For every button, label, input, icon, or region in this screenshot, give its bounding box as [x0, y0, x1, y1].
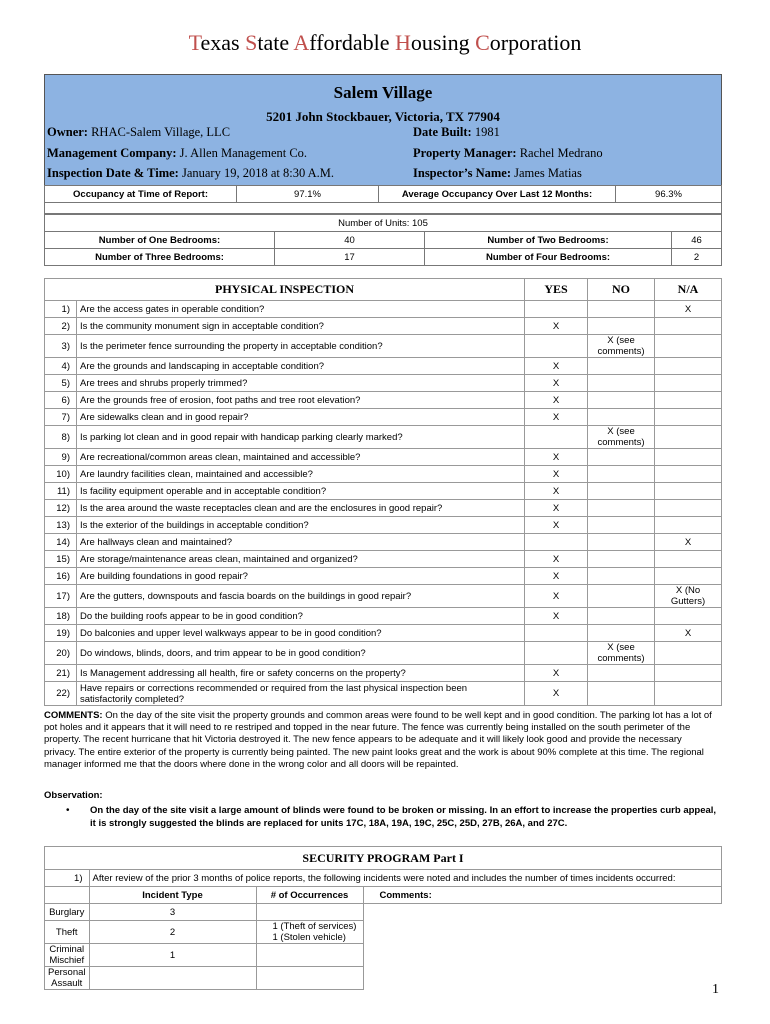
management-label: Management Company: — [47, 146, 177, 160]
four-bed-value: 2 — [672, 249, 722, 266]
inspector-value: James Matias — [514, 166, 582, 180]
physical-rows — [45, 301, 722, 706]
document-title — [0, 30, 770, 56]
row-na — [655, 568, 722, 585]
property-name: Salem Village — [333, 83, 433, 102]
page-number: 1 — [712, 982, 719, 997]
row-no: X (see comments) — [588, 426, 655, 449]
units-table — [44, 214, 722, 266]
row-number: 8) — [45, 426, 77, 449]
row-number: 4) — [45, 358, 77, 375]
management-value: J. Allen Management Co. — [179, 146, 308, 160]
incident-row — [45, 921, 722, 944]
row-number: 10) — [45, 466, 77, 483]
row-no: X (see comments) — [588, 335, 655, 358]
row-na — [655, 375, 722, 392]
row-number: 21) — [45, 665, 77, 682]
one-bed-value: 40 — [275, 232, 425, 249]
inspection-row — [45, 409, 722, 426]
incident-comment — [256, 944, 363, 967]
title-rest-3: ffordable — [309, 30, 395, 55]
row-number: 9) — [45, 449, 77, 466]
inspection-row — [45, 665, 722, 682]
title-cap-4: H — [395, 30, 411, 55]
inspection-row — [45, 301, 722, 318]
row-number: 7) — [45, 409, 77, 426]
col-no: NO — [588, 279, 655, 301]
row-question: Do windows, blinds, doors, and trim appear to be in good condition? — [77, 642, 525, 665]
title-cap-2: S — [245, 30, 258, 55]
three-bed-value: 17 — [275, 249, 425, 266]
row-number: 1) — [45, 301, 77, 318]
inspection-row — [45, 500, 722, 517]
row-no — [588, 500, 655, 517]
row-yes: X — [525, 449, 588, 466]
row-no — [588, 392, 655, 409]
row-na — [655, 665, 722, 682]
inspection-row — [45, 483, 722, 500]
row-no — [588, 568, 655, 585]
row-question: Are the grounds and landscaping in acceptable condition? — [77, 358, 525, 375]
occupancy-table — [44, 185, 722, 214]
row-no — [588, 585, 655, 608]
row-question: Are storage/maintenance areas clean, maintained and organized? — [77, 551, 525, 568]
row-no — [588, 551, 655, 568]
row-number: 15) — [45, 551, 77, 568]
row-question: Do balconies and upper level walkways appear to be in good condition? — [77, 625, 525, 642]
row-yes: X — [525, 500, 588, 517]
row-na — [655, 449, 722, 466]
row-no — [588, 358, 655, 375]
row-question: Do the building roofs appear to be in good condition? — [77, 608, 525, 625]
observation-item: On the day of the site visit a large amount of blinds were found to be broken or missing. In an effort to increase the properties curb appeal, it is strongly suggested the blinds are replaced for units 17C, 18A, 19A, 19C, 25C, 25D, 27B, 26A, and 27C. — [90, 805, 717, 829]
row-na — [655, 466, 722, 483]
row-na — [655, 426, 722, 449]
two-bed-value: 46 — [672, 232, 722, 249]
title-rest-4: ousing — [410, 30, 476, 55]
incident-type: Theft — [45, 921, 90, 944]
inspection-row — [45, 358, 722, 375]
row-yes: X — [525, 409, 588, 426]
row-yes — [525, 335, 588, 358]
row-na — [655, 409, 722, 426]
row-number: 2) — [45, 318, 77, 335]
row-number: 3) — [45, 335, 77, 358]
row-no: X (see comments) — [588, 642, 655, 665]
inspection-row — [45, 642, 722, 665]
row-no — [588, 625, 655, 642]
incident-type: Burglary — [45, 904, 90, 921]
property-manager-label: Property Manager: — [413, 146, 517, 160]
row-yes — [525, 642, 588, 665]
one-bed-label: Number of One Bedrooms: — [45, 232, 275, 249]
observation-label: Observation: — [44, 790, 103, 801]
incident-row — [45, 944, 722, 967]
security-intro: After review of the prior 3 months of police reports, the following incidents were noted and includes the number of times incidents occurred: — [89, 870, 722, 887]
incident-count: 2 — [89, 921, 256, 944]
row-na — [655, 483, 722, 500]
col-yes: YES — [525, 279, 588, 301]
inspection-row — [45, 682, 722, 706]
security-table — [44, 846, 722, 990]
inspection-row — [45, 551, 722, 568]
row-na — [655, 642, 722, 665]
incident-count — [89, 967, 256, 990]
security-indent — [45, 887, 90, 904]
row-yes: X — [525, 392, 588, 409]
row-yes: X — [525, 318, 588, 335]
row-question: Are trees and shrubs properly trimmed? — [77, 375, 525, 392]
physical-heading: PHYSICAL INSPECTION — [45, 279, 525, 301]
row-yes: X — [525, 608, 588, 625]
property-manager-value: Rachel Medrano — [519, 146, 603, 160]
property-header — [44, 74, 722, 186]
bullet-icon: • — [66, 805, 70, 816]
title-cap-1: T — [188, 30, 201, 55]
inspection-row — [45, 449, 722, 466]
title-cap-3: A — [293, 30, 310, 55]
row-yes: X — [525, 665, 588, 682]
row-question: Are recreational/common areas clean, maintained and accessible? — [77, 449, 525, 466]
row-no — [588, 375, 655, 392]
row-yes: X — [525, 551, 588, 568]
row-no — [588, 409, 655, 426]
row-na — [655, 517, 722, 534]
row-no — [588, 517, 655, 534]
title-cap-5: C — [475, 30, 490, 55]
col-na: N/A — [655, 279, 722, 301]
row-question: Is facility equipment operable and in acceptable condition? — [77, 483, 525, 500]
row-no — [588, 534, 655, 551]
owner-field — [47, 125, 230, 140]
row-no — [588, 449, 655, 466]
occupancy-avg-value: 96.3% — [616, 186, 722, 203]
incident-comment — [256, 904, 363, 921]
row-number: 12) — [45, 500, 77, 517]
row-number: 6) — [45, 392, 77, 409]
inspection-row — [45, 466, 722, 483]
row-na — [655, 551, 722, 568]
col-occurrences: # of Occurrences — [256, 887, 363, 904]
row-number: 5) — [45, 375, 77, 392]
row-yes — [525, 625, 588, 642]
row-yes: X — [525, 517, 588, 534]
row-no — [588, 318, 655, 335]
inspection-row — [45, 517, 722, 534]
row-question: Are building foundations in good repair? — [77, 568, 525, 585]
row-na — [655, 500, 722, 517]
incident-count: 3 — [89, 904, 256, 921]
row-yes — [525, 534, 588, 551]
three-bed-label: Number of Three Bedrooms: — [45, 249, 275, 266]
row-yes: X — [525, 585, 588, 608]
title-rest-5: orporation — [489, 30, 582, 55]
two-bed-label: Number of Two Bedrooms: — [425, 232, 672, 249]
row-question: Is parking lot clean and in good repair with handicap parking clearly marked? — [77, 426, 525, 449]
row-na: X — [655, 534, 722, 551]
comments-label: COMMENTS: — [44, 710, 103, 721]
occupancy-now-value: 97.1% — [237, 186, 379, 203]
date-built-field — [413, 125, 500, 140]
owner-label: Owner: — [47, 125, 88, 139]
col-comments: Comments: — [363, 887, 722, 904]
row-na — [655, 392, 722, 409]
inspection-row — [45, 375, 722, 392]
row-yes: X — [525, 466, 588, 483]
inspection-row — [45, 534, 722, 551]
inspection-date-value: January 19, 2018 at 8:30 A.M. — [181, 166, 335, 180]
row-yes: X — [525, 375, 588, 392]
date-built-label: Date Built: — [413, 125, 472, 139]
comments-block — [44, 710, 714, 771]
inspection-row — [45, 318, 722, 335]
row-question: Are the grounds free of erosion, foot paths and tree root elevation? — [77, 392, 525, 409]
row-na: X (No Gutters) — [655, 585, 722, 608]
spacer-row — [45, 203, 722, 214]
row-number: 13) — [45, 517, 77, 534]
inspection-row — [45, 625, 722, 642]
inspection-row — [45, 585, 722, 608]
property-manager-field — [413, 146, 603, 161]
inspection-row — [45, 392, 722, 409]
property-address: 5201 John Stockbauer, Victoria, TX 77904 — [266, 109, 500, 124]
row-number: 20) — [45, 642, 77, 665]
security-item-number: 1) — [45, 870, 90, 887]
row-number: 19) — [45, 625, 77, 642]
row-number: 22) — [45, 682, 77, 706]
incident-comment: 1 (Theft of services) 1 (Stolen vehicle) — [256, 921, 363, 944]
occupancy-avg-label: Average Occupancy Over Last 12 Months: — [379, 186, 616, 203]
row-question: Are hallways clean and maintained? — [77, 534, 525, 551]
management-field — [47, 146, 307, 161]
row-number: 18) — [45, 608, 77, 625]
row-question: Is the perimeter fence surrounding the property in acceptable condition? — [77, 335, 525, 358]
row-na — [655, 318, 722, 335]
row-no — [588, 466, 655, 483]
row-question: Is the community monument sign in acceptable condition? — [77, 318, 525, 335]
row-question: Is the exterior of the buildings in acceptable condition? — [77, 517, 525, 534]
row-question: Are laundry facilities clean, maintained and accessible? — [77, 466, 525, 483]
row-yes: X — [525, 358, 588, 375]
row-number: 16) — [45, 568, 77, 585]
row-question: Is Management addressing all health, fire or safety concerns on the property? — [77, 665, 525, 682]
inspection-row — [45, 608, 722, 625]
incident-row — [45, 904, 722, 921]
date-built-value: 1981 — [474, 125, 500, 139]
inspection-row — [45, 426, 722, 449]
row-question: Have repairs or corrections recommended or required from the last physical inspection been satisfactorily completed? — [77, 682, 525, 706]
row-yes: X — [525, 483, 588, 500]
row-number: 17) — [45, 585, 77, 608]
incident-count: 1 — [89, 944, 256, 967]
four-bed-label: Number of Four Bedrooms: — [425, 249, 672, 266]
row-yes: X — [525, 682, 588, 706]
inspection-date-field — [47, 166, 334, 181]
row-question: Is the area around the waste receptacles clean and are the enclosures in good repair? — [77, 500, 525, 517]
row-yes: X — [525, 568, 588, 585]
incident-comment — [256, 967, 363, 990]
row-yes — [525, 426, 588, 449]
units-total: Number of Units: 105 — [45, 215, 722, 232]
row-na — [655, 335, 722, 358]
row-na — [655, 358, 722, 375]
row-yes — [525, 301, 588, 318]
inspection-date-label: Inspection Date & Time: — [47, 166, 179, 180]
row-question: Are the gutters, downspouts and fascia boards on the buildings in good repair? — [77, 585, 525, 608]
physical-inspection-table — [44, 278, 722, 706]
row-no — [588, 682, 655, 706]
title-rest-1: exas — [200, 30, 246, 55]
occupancy-now-label: Occupancy at Time of Report: — [45, 186, 237, 203]
inspector-label: Inspector’s Name: — [413, 166, 512, 180]
inspection-row — [45, 335, 722, 358]
incident-type: Criminal Mischief — [45, 944, 90, 967]
owner-value: RHAC-Salem Village, LLC — [91, 125, 231, 139]
row-question: Are sidewalks clean and in good repair? — [77, 409, 525, 426]
row-no — [588, 301, 655, 318]
row-na — [655, 608, 722, 625]
row-na — [655, 682, 722, 706]
incident-type: Personal Assault — [45, 967, 90, 990]
row-no — [588, 483, 655, 500]
row-no — [588, 608, 655, 625]
row-na: X — [655, 301, 722, 318]
row-number: 11) — [45, 483, 77, 500]
row-na: X — [655, 625, 722, 642]
comments-text: On the day of the site visit the property grounds and common areas were found to be well kept and in good condition. The parking lot has a lot of pot holes and it appears that it will need to re restriped and topped in the near future. The fence was currently being installed on the south perimeter of the property. The recent hurricane that hit Victoria destroyed it. The new fence appears to be adequate and it will likely look good and provide the necessary privacy. The entire exterior of the property is currently being painted. The new paint looks great and the work is about 90% complete at this time. The regional manager informed me that the doors where done in the wrong color and all doors will be repainted. — [44, 710, 712, 770]
row-number: 14) — [45, 534, 77, 551]
row-question: Are the access gates in operable condition? — [77, 301, 525, 318]
incident-row — [45, 967, 722, 990]
row-no — [588, 665, 655, 682]
title-rest-2: tate — [257, 30, 294, 55]
inspector-field — [413, 166, 582, 181]
security-heading: SECURITY PROGRAM Part I — [45, 847, 722, 870]
col-incident-type: Incident Type — [89, 887, 256, 904]
inspection-row — [45, 568, 722, 585]
